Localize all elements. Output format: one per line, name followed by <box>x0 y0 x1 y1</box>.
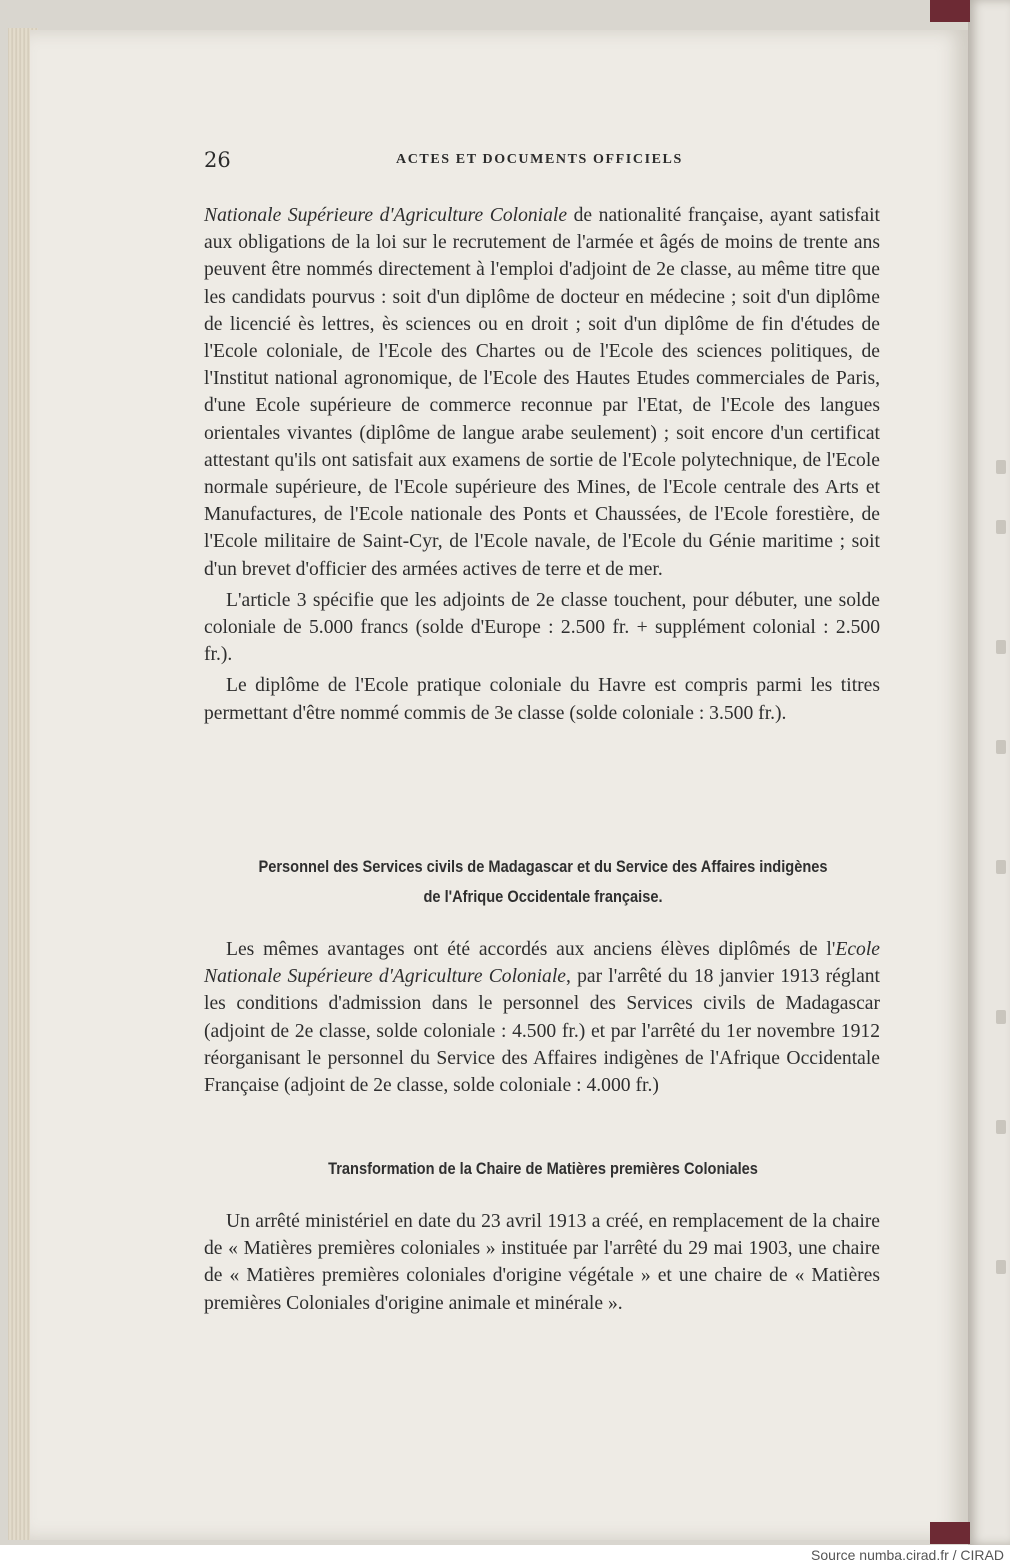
bleed-through-mark <box>996 1010 1006 1024</box>
paragraph-4: Les mêmes avantages ont été accordés aux anciens élèves diplômés de l'Ecole Nationale Supérieure d'Agriculture Coloniale, par l'arrêté du 18 janvier 1913 réglant les conditions d'admission dans le personnel des Services civils de Madagascar (adjoint de 2e classe, solde coloniale : 4.500 fr.) et par l'arrêté du 1er novembre 1912 réorganisant le personnel du Service des Affaires indigènes de l'Afrique Occidentale Française (adjoint de 2e classe, solde coloniale : 4.000 fr.) <box>204 939 881 1097</box>
paragraph-1: Nationale Supérieure d'Agriculture Coloniale de nationalité française, ayant satisfait aux obligations de la loi sur le recrutement de l'armée et âgés de moins de trente ans peuvent être nommés directement à l'emploi d'adjoint de 2e classe, au même titre que les candidats pourvus : soit d'un diplôme de docteur en médecine ; soit d'un diplôme de licencié ès lettres, ès sciences ou en droit ; soit d'un diplôme de fin d'études de l'Ecole coloniale, de l'Ecole des Chartes ou de l'Ecole des sciences politiques, de l'Institut national agronomique, de l'Ecole des Hautes Etudes commerciales de Paris, d'une Ecole supérieure de commerce reconnue par l'Etat, de l'Ecole des langues orientales vivantes (diplôme de langue arabe seulement) ; soit encore d'un certificat attestant qu'ils ont satisfait aux examens de sortie de l'Ecole polytechnique, de l'Ecole normale supérieure, de l'Ecole supérieure des Mines, de l'Ecole centrale des Arts et Manufactures, de l'Ecole nationale des Ponts et Chaussées, de l'Ecole forestière, de l'Ecole militaire de Saint-Cyr, de l'Ecole navale, de l'Ecole du Génie maritime ; soit d'un brevet d'officier des armées actives de terre et de mer. <box>204 205 880 580</box>
bleed-through-mark <box>996 1120 1006 1134</box>
book-cover-corner-top <box>930 0 970 22</box>
book-cover-corner-bottom <box>930 1522 970 1544</box>
bleed-through-mark <box>996 520 1006 534</box>
section-heading-chaire: Transformation de la Chaire de Matières premières Coloniales <box>328 1159 758 1178</box>
bleed-through-mark <box>996 640 1006 654</box>
section-heading-personnel: Personnel des Services civils de Madagascar et du Service des Affaires indigènes de l'Afrique Occidentale française. <box>258 857 828 906</box>
page-header <box>204 148 884 178</box>
body-section-1 <box>204 202 880 727</box>
school-name-italic: Nationale Supérieure d'Agriculture Coloniale <box>204 205 568 226</box>
paragraph-2: L'article 3 spécifie que les adjoints de 2e classe touchent, pour débuter, une solde coloniale de 5.000 francs (solde d'Europe : 2.500 fr. + supplément colonial : 2.500 fr.). <box>204 589 880 666</box>
paragraph-3: Le diplôme de l'Ecole pratique coloniale du Havre est compris parmi les titres permettant d'être nommé commis de 3e classe (solde coloniale : 3.500 fr.). <box>204 675 880 724</box>
source-credit: Source numba.cirad.fr / CIRAD <box>811 1547 1004 1563</box>
paragraph-5: Un arrêté ministériel en date du 23 avril 1913 a créé, en remplacement de la chaire de « Matières premières coloniales » instituée par l'arrêté du 29 mai 1903, une chaire de « Matières premières coloniales d'origine végétale » et une chaire de « Matières premières Coloniales d'origine animale et minérale ». <box>204 1211 880 1314</box>
bleed-through-mark <box>996 460 1006 474</box>
adjacent-page-edge <box>968 0 1010 1545</box>
body-section-3 <box>204 1208 880 1317</box>
running-title: ACTES ET DOCUMENTS OFFICIELS <box>396 152 683 167</box>
body-section-2 <box>204 936 880 1099</box>
bleed-through-mark <box>996 740 1006 754</box>
bleed-through-mark <box>996 1260 1006 1274</box>
bleed-through-mark <box>996 860 1006 874</box>
page-number: 26 <box>204 148 231 172</box>
